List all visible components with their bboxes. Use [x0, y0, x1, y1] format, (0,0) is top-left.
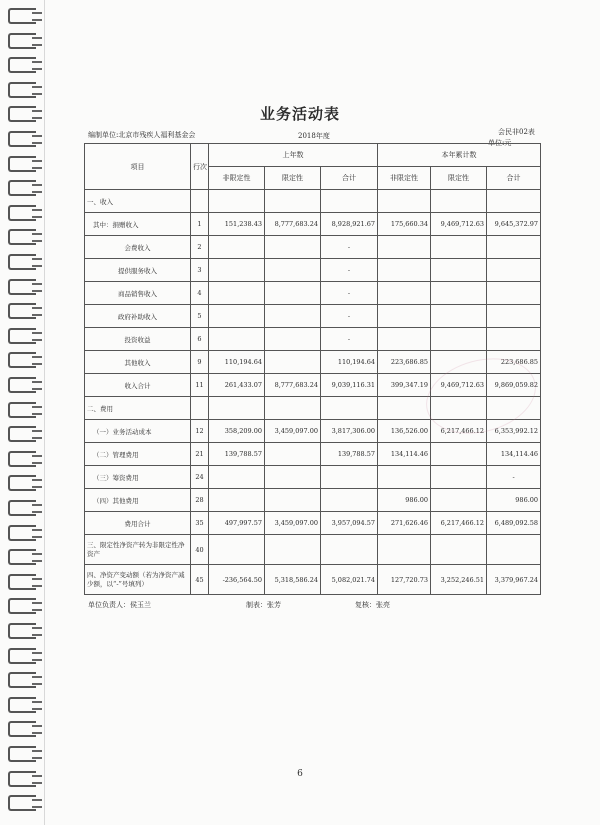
- row-line: 12: [191, 420, 209, 443]
- cell-c-total: 986.00: [487, 489, 541, 512]
- page-number: 6: [297, 769, 303, 779]
- cell-p-res: [265, 328, 321, 351]
- binding-ring: [8, 721, 36, 737]
- header-item: 项目: [85, 144, 191, 190]
- row-label: （四）其他费用: [85, 489, 191, 512]
- cell-p-total: -: [321, 236, 378, 259]
- row-line: 40: [191, 535, 209, 565]
- binding-ring: [8, 426, 36, 442]
- cell-p-res: [265, 397, 321, 420]
- binding-ring: [8, 131, 36, 147]
- binding-ring: [8, 352, 36, 368]
- cell-c-res: [431, 305, 487, 328]
- binding-ring: [8, 697, 36, 713]
- cell-c-unres: 134,114.46: [378, 443, 431, 466]
- binding-ring: [8, 33, 36, 49]
- binding-ring: [8, 156, 36, 172]
- cell-p-unres: -236,564.50: [209, 565, 265, 595]
- cell-p-res: [265, 443, 321, 466]
- row-label: 二、费用: [85, 397, 191, 420]
- header-prev-unrestricted: 非限定性: [209, 167, 265, 190]
- cell-p-total: 8,928,921.67: [321, 213, 378, 236]
- binding-ring: [8, 57, 36, 73]
- row-line: 9: [191, 351, 209, 374]
- table-row: [85, 236, 541, 259]
- row-line: 5: [191, 305, 209, 328]
- cell-c-res: 9,469,712.63: [431, 374, 487, 397]
- cell-c-res: [431, 328, 487, 351]
- cell-c-unres: 136,526.00: [378, 420, 431, 443]
- table-row: [85, 443, 541, 466]
- cell-p-total: 9,039,116.31: [321, 374, 378, 397]
- header-curr-total: 合计: [487, 167, 541, 190]
- cell-p-total: -: [321, 259, 378, 282]
- cell-c-unres: 223,686.85: [378, 351, 431, 374]
- cell-c-res: [431, 190, 487, 213]
- cell-p-unres: 110,194.64: [209, 351, 265, 374]
- header-prev-year: 上年数: [209, 144, 378, 167]
- row-line: 28: [191, 489, 209, 512]
- cell-c-total: [487, 535, 541, 565]
- binding-ring: [8, 672, 36, 688]
- row-line: 21: [191, 443, 209, 466]
- cell-p-unres: 261,433.07: [209, 374, 265, 397]
- row-line: 1: [191, 213, 209, 236]
- binding-ring: [8, 8, 36, 24]
- cell-c-unres: 399,347.19: [378, 374, 431, 397]
- cell-p-total: [321, 397, 378, 420]
- row-label: 提供服务收入: [85, 259, 191, 282]
- form-code: 会民非02表: [498, 128, 535, 136]
- cell-p-unres: 139,788.57: [209, 443, 265, 466]
- cell-p-unres: 151,238.43: [209, 213, 265, 236]
- header-prev-total: 合计: [321, 167, 378, 190]
- cell-c-unres: [378, 328, 431, 351]
- cell-c-res: [431, 466, 487, 489]
- table-row: [85, 535, 541, 565]
- cell-p-unres: [209, 489, 265, 512]
- cell-c-total: 3,379,967.24: [487, 565, 541, 595]
- binding-ring: [8, 795, 36, 811]
- row-label: 费用合计: [85, 512, 191, 535]
- binding-ring: [8, 648, 36, 664]
- row-label: （二）管理费用: [85, 443, 191, 466]
- row-line: 35: [191, 512, 209, 535]
- cell-c-total: [487, 328, 541, 351]
- binding-ring: [8, 623, 36, 639]
- cell-c-total: 134,114.46: [487, 443, 541, 466]
- cell-p-res: [265, 466, 321, 489]
- row-label: 一、收入: [85, 190, 191, 213]
- cell-c-unres: [378, 190, 431, 213]
- cell-p-unres: [209, 259, 265, 282]
- row-label: （一）业务活动成本: [85, 420, 191, 443]
- row-line: 45: [191, 565, 209, 595]
- table-row: [85, 512, 541, 535]
- binding-ring: [8, 746, 36, 762]
- binding-ring: [8, 402, 36, 418]
- cell-p-res: 8,777,683.24: [265, 374, 321, 397]
- currency-unit: 单位:元: [488, 139, 512, 147]
- row-line: 6: [191, 328, 209, 351]
- cell-c-total: [487, 190, 541, 213]
- table-row: [85, 328, 541, 351]
- cell-c-total: [487, 236, 541, 259]
- cell-c-total: 223,686.85: [487, 351, 541, 374]
- binding-ring: [8, 328, 36, 344]
- cell-c-unres: [378, 282, 431, 305]
- cell-p-total: [321, 489, 378, 512]
- cell-c-unres: [378, 535, 431, 565]
- row-label: 四、净资产变动额（若为净资产减少额，以“-”号填列）: [85, 565, 191, 595]
- binding-ring: [8, 377, 36, 393]
- row-label: 其中：捐赠收入: [85, 213, 191, 236]
- preparer: 制表：张芳: [246, 601, 281, 609]
- header-curr-restricted: 限定性: [431, 167, 487, 190]
- cell-p-total: [321, 466, 378, 489]
- cell-c-total: [487, 282, 541, 305]
- cell-p-total: 5,082,021.74: [321, 565, 378, 595]
- cell-p-total: [321, 190, 378, 213]
- cell-c-res: [431, 236, 487, 259]
- table-row: [85, 190, 541, 213]
- table-row: [85, 213, 541, 236]
- table-row: [85, 259, 541, 282]
- cell-c-total: [487, 259, 541, 282]
- cell-c-unres: 271,626.46: [378, 512, 431, 535]
- cell-c-unres: 175,660.34: [378, 213, 431, 236]
- binding-ring: [8, 180, 36, 196]
- cell-p-res: [265, 351, 321, 374]
- cell-p-res: 3,459,097.00: [265, 420, 321, 443]
- cell-p-unres: [209, 535, 265, 565]
- row-line: 11: [191, 374, 209, 397]
- binding-ring: [8, 279, 36, 295]
- binding-ring: [8, 525, 36, 541]
- binding-ring: [8, 475, 36, 491]
- binding-ring: [8, 598, 36, 614]
- row-label: 会费收入: [85, 236, 191, 259]
- binding-ring: [8, 303, 36, 319]
- table-row: [85, 305, 541, 328]
- cell-p-total: 3,957,094.57: [321, 512, 378, 535]
- cell-c-res: [431, 443, 487, 466]
- reviewer: 复核：张亮: [355, 601, 390, 609]
- cell-c-total: 9,645,372.97: [487, 213, 541, 236]
- cell-p-res: [265, 489, 321, 512]
- cell-p-res: 8,777,683.24: [265, 213, 321, 236]
- row-label: 政府补助收入: [85, 305, 191, 328]
- cell-c-total: 6,489,092.58: [487, 512, 541, 535]
- cell-c-res: [431, 282, 487, 305]
- table-row: [85, 489, 541, 512]
- row-label: 三、限定性净资产转为非限定性净资产: [85, 535, 191, 565]
- cell-p-res: 3,459,097.00: [265, 512, 321, 535]
- binding-ring: [8, 451, 36, 467]
- cell-c-res: 3,252,246.51: [431, 565, 487, 595]
- table-row: [85, 282, 541, 305]
- binding-ring: [8, 229, 36, 245]
- cell-p-unres: 497,997.57: [209, 512, 265, 535]
- header-prev-restricted: 限定性: [265, 167, 321, 190]
- header-line: 行次: [191, 144, 209, 190]
- cell-c-total: -: [487, 466, 541, 489]
- cell-c-res: [431, 535, 487, 565]
- cell-c-res: 6,217,466.12: [431, 512, 487, 535]
- cell-p-total: -: [321, 282, 378, 305]
- cell-c-unres: [378, 397, 431, 420]
- binding-ring: [8, 574, 36, 590]
- header-curr-year: 本年累计数: [378, 144, 541, 167]
- cell-c-unres: [378, 305, 431, 328]
- cell-p-unres: [209, 466, 265, 489]
- cell-p-res: [265, 236, 321, 259]
- cell-p-res: [265, 282, 321, 305]
- cell-c-total: 9,869,059.82: [487, 374, 541, 397]
- row-line: 4: [191, 282, 209, 305]
- cell-p-unres: [209, 328, 265, 351]
- unit-head: 单位负责人：侯玉兰: [88, 601, 151, 609]
- cell-p-total: 139,788.57: [321, 443, 378, 466]
- cell-c-unres: 127,720.73: [378, 565, 431, 595]
- cell-p-unres: [209, 236, 265, 259]
- row-line: 3: [191, 259, 209, 282]
- cell-c-total: 6,353,992.12: [487, 420, 541, 443]
- row-line: 2: [191, 236, 209, 259]
- cell-p-unres: [209, 282, 265, 305]
- binding-ring: [8, 500, 36, 516]
- binding-ring: [8, 549, 36, 565]
- report-year: 2018年度: [298, 132, 330, 140]
- binding-ring: [8, 254, 36, 270]
- cell-p-total: -: [321, 305, 378, 328]
- cell-c-res: 6,217,466.12: [431, 420, 487, 443]
- cell-p-unres: [209, 190, 265, 213]
- cell-p-total: -: [321, 328, 378, 351]
- cell-c-res: [431, 489, 487, 512]
- cell-p-total: 110,194.64: [321, 351, 378, 374]
- cell-p-res: [265, 259, 321, 282]
- cell-c-unres: [378, 236, 431, 259]
- table-row: [85, 565, 541, 595]
- row-label: （三）筹资费用: [85, 466, 191, 489]
- header-curr-unrestricted: 非限定性: [378, 167, 431, 190]
- cell-p-res: [265, 535, 321, 565]
- cell-c-unres: [378, 259, 431, 282]
- row-label: 其他收入: [85, 351, 191, 374]
- cell-p-res: [265, 305, 321, 328]
- row-label: 商品销售收入: [85, 282, 191, 305]
- cell-c-unres: 986.00: [378, 489, 431, 512]
- cell-p-unres: 358,209.00: [209, 420, 265, 443]
- row-line: 24: [191, 466, 209, 489]
- cell-p-unres: [209, 397, 265, 420]
- binding-ring: [8, 82, 36, 98]
- cell-p-total: [321, 535, 378, 565]
- table-row: [85, 466, 541, 489]
- cell-c-res: [431, 259, 487, 282]
- row-label: 投资收益: [85, 328, 191, 351]
- cell-p-res: [265, 190, 321, 213]
- reporting-unit: 编制单位:北京市残疾人福利基金会: [88, 131, 196, 139]
- cell-c-total: [487, 305, 541, 328]
- cell-c-res: 9,469,712.63: [431, 213, 487, 236]
- report-title: 业务活动表: [259, 105, 340, 123]
- cell-p-res: 5,318,586.24: [265, 565, 321, 595]
- row-label: 收入合计: [85, 374, 191, 397]
- binding-ring: [8, 205, 36, 221]
- row-line: [191, 190, 209, 213]
- cell-p-unres: [209, 305, 265, 328]
- row-line: [191, 397, 209, 420]
- cell-p-total: 3,817,306.00: [321, 420, 378, 443]
- cell-c-unres: [378, 466, 431, 489]
